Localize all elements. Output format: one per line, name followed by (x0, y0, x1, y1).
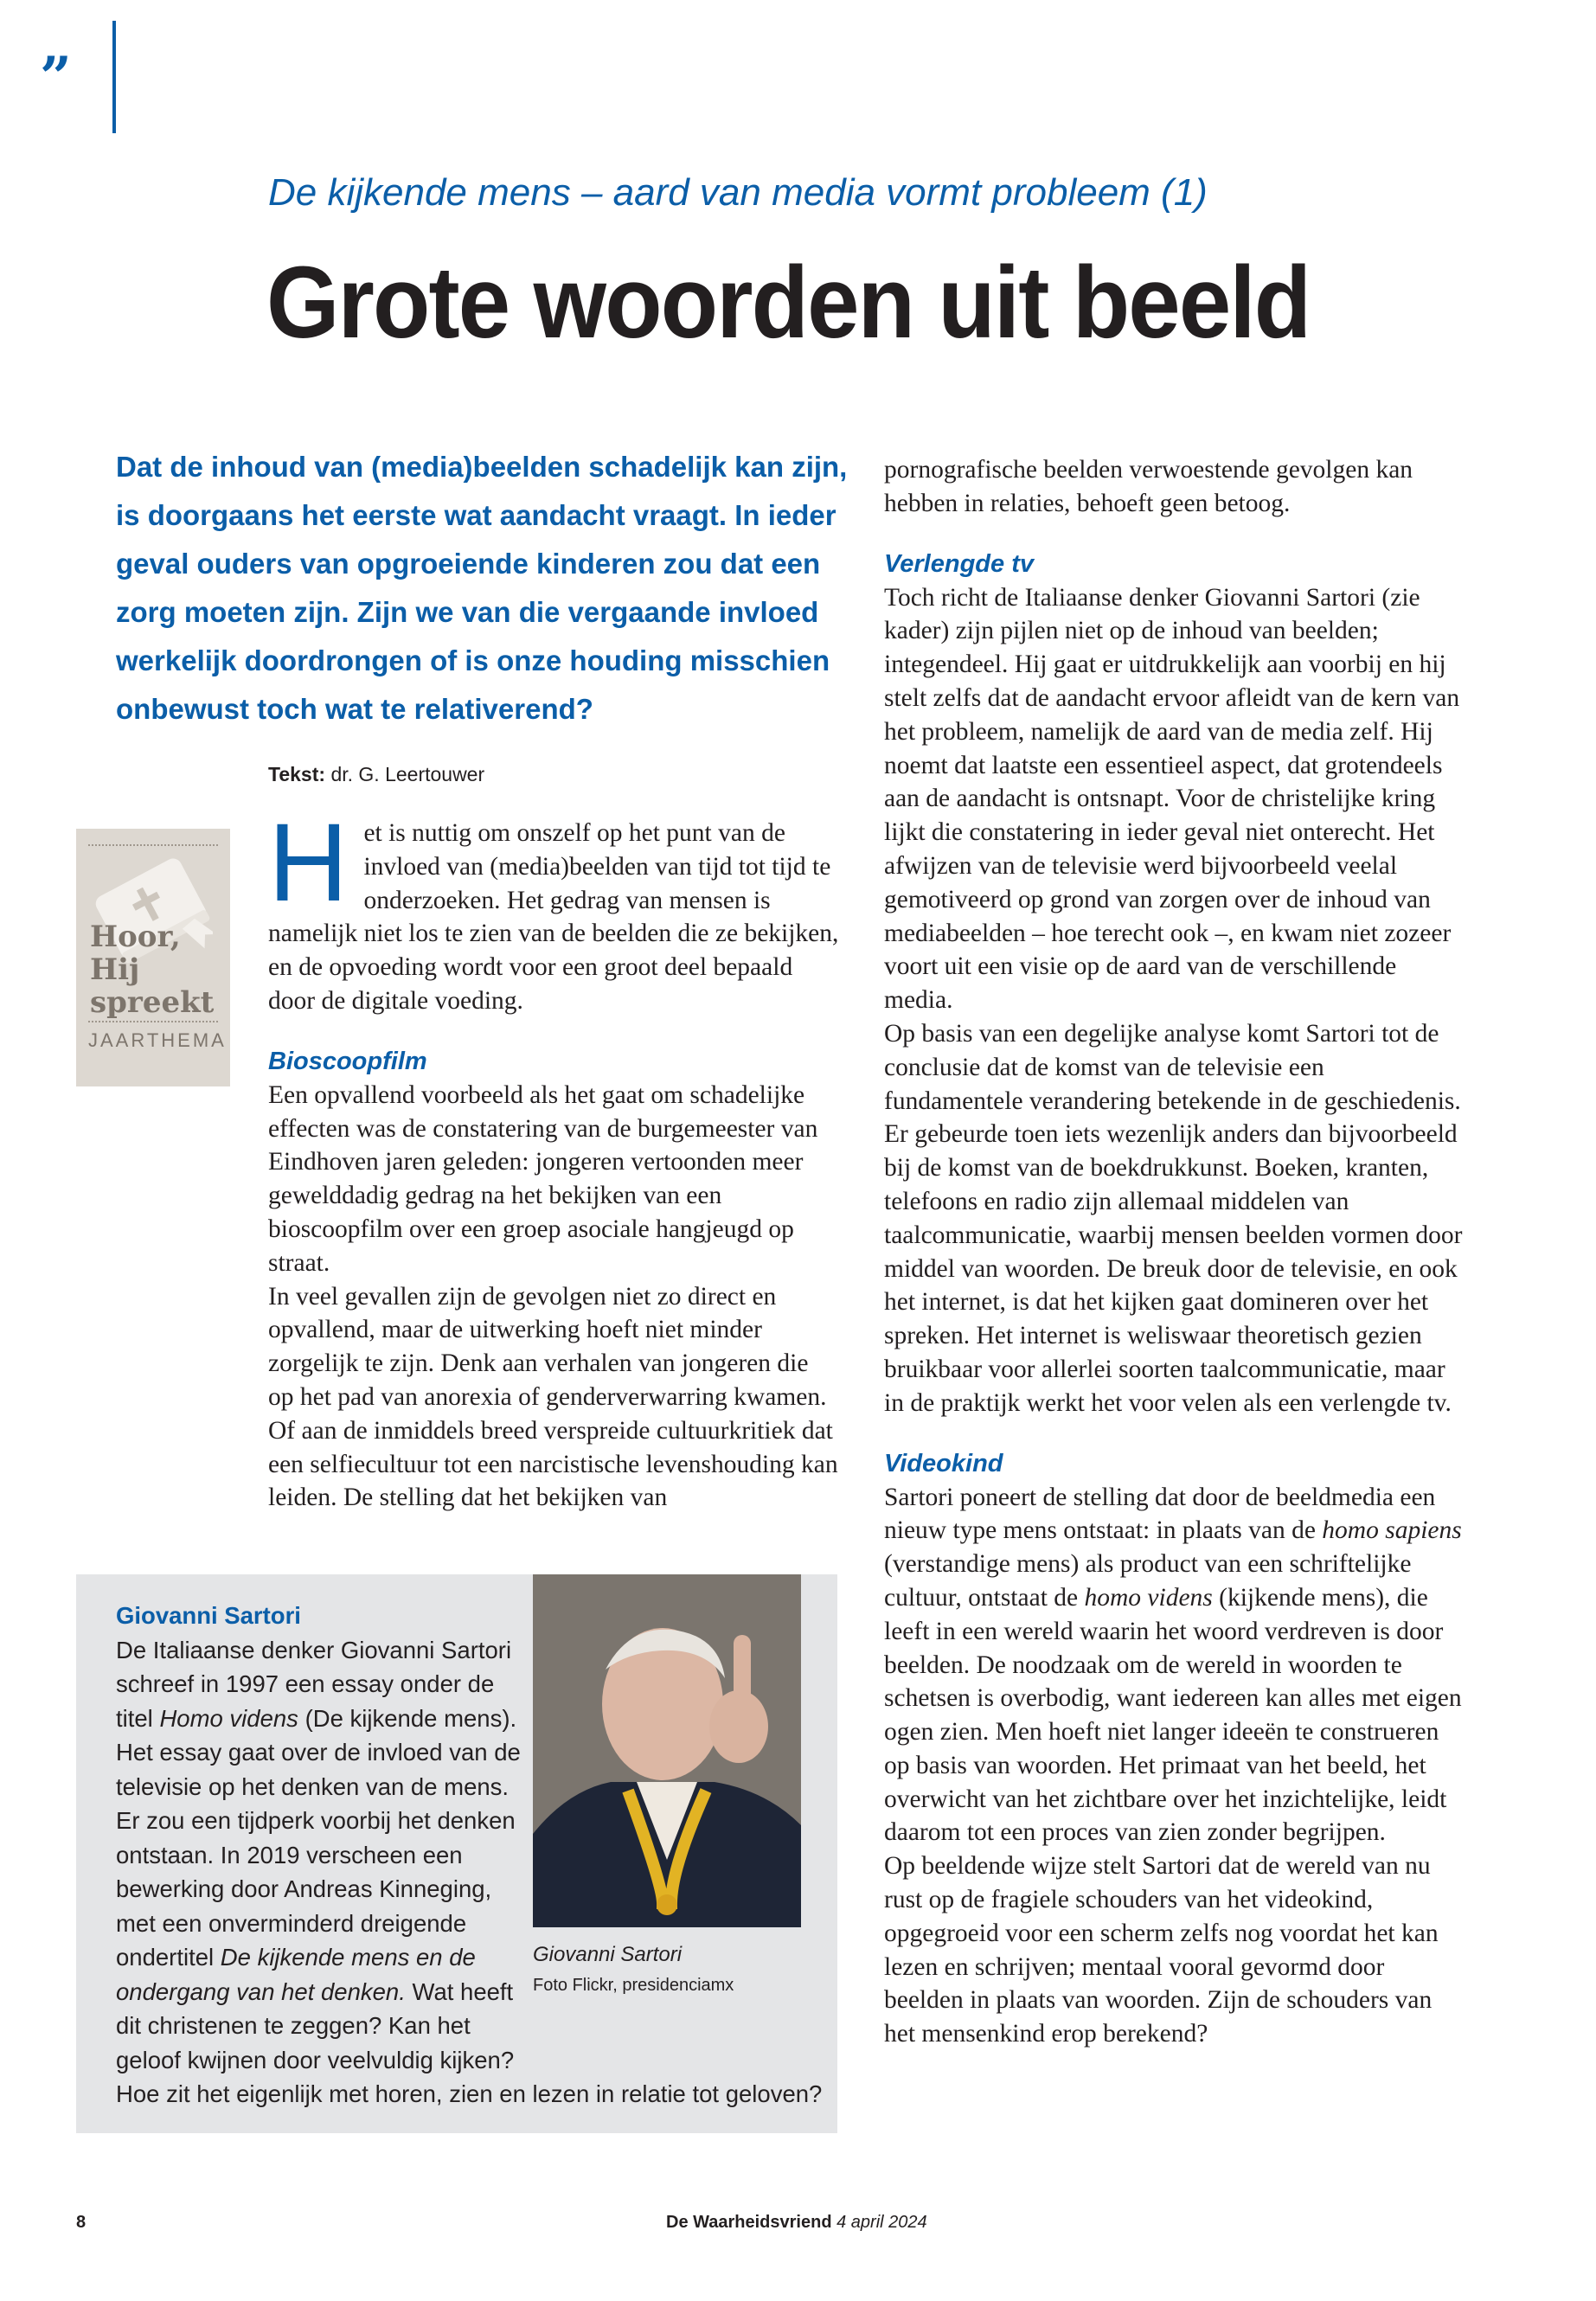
subheading-bioscoopfilm: Bioscoopfilm (268, 1047, 427, 1075)
badge-divider (88, 1021, 218, 1022)
paragraph: In veel gevallen zijn de gevolgen niet zo direct en opvallend, maar de uitwerking hoeft niet minder zorgelijk te zijn. Denk aan verhalen van jongeren die op het pad van anorexia of genderverwarring kwamen. Of aan de inmiddels breed verspreide cultuurkritiek dat een selfiecultuur tot een narcistische levenshouding kan leiden. De stelling dat het bekijken van (268, 1282, 838, 1512)
byline-label: Tekst: (268, 763, 326, 785)
badge-title: Hoor, Hij spreekt (90, 920, 215, 1020)
text-wrap-spacer (531, 1599, 825, 2048)
subheading-videokind: Videokind (884, 1449, 1003, 1477)
badge-divider (88, 844, 218, 846)
paragraph: Een opvallend voorbeeld als het gaat om schadelijke effecten was de constatering van de burgemeester van Eindhoven jaren geleden: jongeren vertoonden meer gewelddadig gedrag na het bekijken van een bioscoopfilm over een groep asociale hangjeugd op straat. (268, 1080, 818, 1277)
paragraph: Op beeldende wijze stelt Sartori dat de wereld van nu rust op de fragiele schouders van het videokind, opgegroeid voor een scherm zelfs nog voordat het kan lezen en schrijven; mentaal vooral gevormd door beelden in plaats van woorden. Zijn de schouders van het mensenkind erop berekend? (884, 1852, 1439, 2048)
info-box-text: Giovanni Sartori De Italiaanse denker Giovanni Sartori schreef in 1997 een essay onder de titel Homo videns (De kijkende mens). Het essay gaat over de invloed van de televisie op het denken van de mens. Er zou een tijdperk voorbij het denken ontstaan. In 2019 verscheen een bewerking door Andreas Kinneging, met een onverminderd dreigende ondertitel De kijkende mens en de ondergang van het denken. Wat heeft dit christenen te zeggen? Kan het geloof kwijnen door veelvuldig kijken? Hoe zit het eigenlijk met horen, zien en lezen in relatie tot geloven? (116, 1599, 825, 2112)
publication-footer (666, 2213, 927, 2233)
article-column-1 (268, 801, 839, 1515)
jaarthema-badge (76, 829, 230, 1086)
article-column-2 (884, 453, 1465, 2051)
article-lead: Dat de inhoud van (media)beelden schadelijk kan zijn, is doorgaans het eerste wat aandacht vraagt. In ieder geval ouders van opgroeiende kinderen zou dat een zorg moeten zijn. Zijn we van die vergaande invloed werkelijk doordrongen of is onze houding misschien onbewust toch wat te relativerend? (116, 451, 848, 725)
badge-subtitle: JAARTHEMA (88, 1029, 227, 1051)
paragraph: Sartori poneert de stelling dat door de beeldmedia een nieuw type mens ontstaat: in plaats van de homo sapiens (verstandige mens) als product van een schriftelijke cultuur, ontstaat de homo videns (kijkende mens), die leeft in een wereld waarin het woord verdreven is door beelden. De noodzaak om de wereld in woorden te schetsen is overbodig, want iedereen kan alles met eigen ogen zien. Men hoeft niet langer ideeën te construeren op basis van woorden. Het primaat van het beeld, het overwicht van het zichtbare over het inzichtelijke, leidt daarom tot een proces van zien zonder begrijpen. (884, 1483, 1462, 1847)
drop-cap: H (268, 801, 349, 925)
page-number: 8 (76, 2213, 87, 2232)
publication-date: 4 april 2024 (836, 2213, 927, 2232)
header-divider (112, 21, 116, 133)
photo-credit: Foto Flickr, presidenciamx (533, 1976, 734, 1995)
quote-icon: ” (40, 45, 72, 110)
byline-author: dr. G. Leertouwer (330, 763, 485, 785)
article-title: Grote woorden uit beeld (266, 246, 1311, 360)
info-box-title: Giovanni Sartori (116, 1602, 301, 1629)
info-box (76, 1574, 837, 2133)
paragraph: Op basis van een degelijke analyse komt Sartori tot de conclusie dat de komst van de televisie een fundamentele verandering betekende in de geschiedenis. Er gebeurde toen iets wezenlijk anders dan bijvoorbeeld bij de komst van de boekdrukkunst. Boeken, kranten, telefoons en radio zijn allemaal middelen van taalcommunicatie, waarbij mensen beelden vormen door middel van woorden. De breuk door de televisie, en ook het internet, is dat het kijken gaat domineren over het spreken. Het internet is weliswaar theoretisch gezien bruikbaar voor allerlei soorten taalcommunicatie, maar in de praktijk werkt het voor velen als een verlengde tv. (884, 1019, 1463, 1417)
photo-caption: Giovanni Sartori (533, 1943, 683, 1966)
paragraph: Toch richt de Italiaanse denker Giovanni Sartori (zie kader) zijn pijlen niet op de inhoud van beelden; integendeel. Hij gaat er uitdrukkelijk aan voorbij en hij stelt zelfs dat de aandacht ervoor afleidt van de kern van het probleem, namelijk de aard van de media zelf. Hij noemt dat laatste een essentieel aspect, dat grotendeels aan de aandacht is ontsnapt. Voor de christelijke kring lijkt die constatering in ieder geval niet onterecht. Het afwijzen van de televisie werd bijvoorbeeld veelal gemotiveerd op grond van zorgen over de inhoud van mediabeelden – hoe terecht ook –, en kwam niet zozeer voort uit een visie op de aard van de verschillende media. (884, 583, 1460, 1015)
publication-name: De Waarheidsvriend (666, 2213, 832, 2232)
byline (268, 763, 484, 786)
article-kicker: De kijkende mens – aard van media vormt probleem (1) (268, 171, 1208, 214)
subheading-verlengde-tv: Verlengde tv (884, 549, 1034, 578)
intro-paragraph: Het is nuttig om onszelf op het punt van de invloed van (media)beelden van tijd tot tijd te onderzoeken. Het gedrag van mensen is namelijk niet los te zien van de beelden die ze bekijken, en de opvoeding wordt voor een groot deel bepaald door de digitale voeding. (268, 801, 839, 1015)
paragraph: pornografische beelden verwoestende gevolgen kan hebben in relaties, behoeft geen betoog. (884, 456, 1413, 517)
